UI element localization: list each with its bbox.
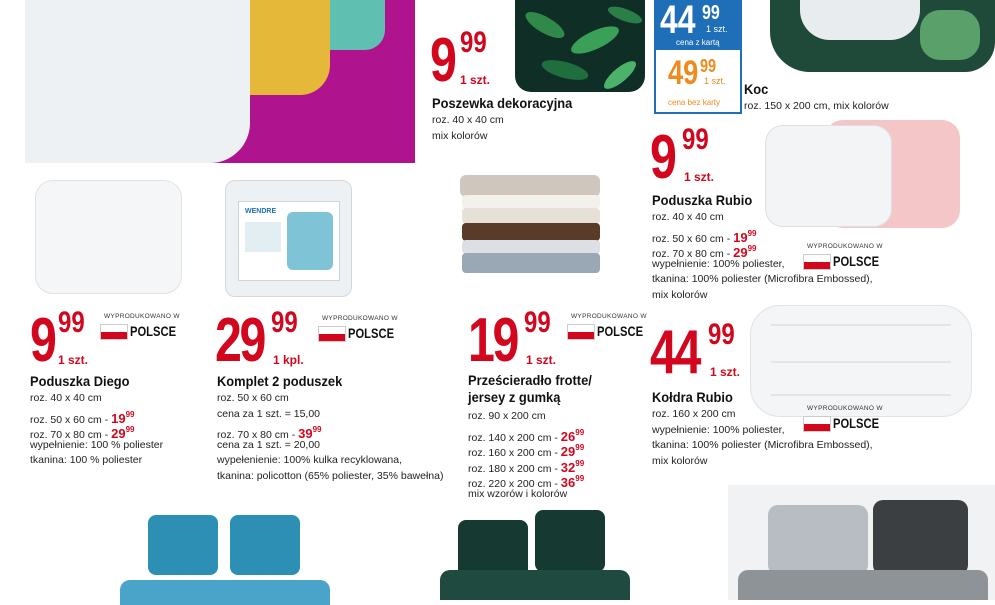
- koc-card-price-panel: 44 99 1 szt. cena z kartą: [656, 2, 740, 50]
- bedding-blue-leaves-image: [110, 505, 340, 600]
- koc-no-card-price: 49 99 1 szt. cena bez karty: [668, 54, 726, 107]
- koc-name: Koc: [744, 81, 769, 97]
- komplet-price: 29 99 1 kpl.: [215, 306, 304, 375]
- diego-pillow-image: [35, 180, 182, 294]
- koldra-image: [750, 305, 972, 417]
- rubio-specs: roz. 40 x 40 cm roz. 50 x 60 cm - $19^{99}$ roz. 70 x 80 cm - $29^{99}$ wypełnienie: 100% poliester, tkanina: 100% poliester (Microfibra Embossed), mix kolorów: [652, 211, 873, 301]
- przescieradlo-stack-image: [460, 175, 605, 290]
- komplet-name: Komplet 2 poduszek: [217, 373, 343, 389]
- przescieradlo-name: Prześcieradło frotte/ jersey z gumką: [468, 372, 592, 405]
- koc-image: [770, 0, 995, 72]
- poszewka-name: Poszewka dekoracyjna: [432, 95, 573, 111]
- tropical-leaf-pattern: [515, 0, 645, 92]
- komplet-specs: roz. 50 x 60 cm cena za 1 szt. = 15,00 roz. 70 x 80 cm - $39^{99}$ cena za 1 szt. = 20,00 wypełenienie: 100% kulka recyklowana, tkanina: policotton (65% poliester, 35% bawełna): [217, 392, 444, 482]
- made-in-poland-badge: WYPRODUKOWANO W POLSCE: [100, 313, 182, 343]
- pillow-white-image: [25, 0, 250, 163]
- made-in-poland-badge: WYPRODUKOWANO W POLSCE: [567, 313, 649, 343]
- przescieradlo-price: 19 99 1 szt.: [468, 306, 557, 375]
- koc-price-box: [654, 0, 742, 114]
- poszewka-image: [515, 0, 645, 92]
- przescieradlo-specs: roz. 90 x 200 cm roz. 140 x 200 cm - $26^{99}$ roz. 160 x 200 cm - $29^{99}$ roz. 180 x 200 cm - $32^{99}$ roz. 220 x 200 cm - $36^{99}$ mix wzorów i kolorów: [468, 410, 585, 500]
- bedding-grey-leaves-image: [728, 485, 995, 600]
- rubio-price: 9 99 1 szt.: [650, 123, 715, 192]
- diego-price: 9 99 1 szt.: [30, 306, 89, 375]
- made-in-poland-badge: WYPRODUKOWANO W POLSCE: [803, 243, 885, 273]
- diego-name: Poduszka Diego: [30, 373, 130, 389]
- poszewka-specs: roz. 40 x 40 cm mix kolorów: [432, 114, 504, 142]
- made-in-poland-badge: WYPRODUKOWANO W POLSCE: [318, 315, 400, 345]
- bedding-red-flowers-image: [440, 490, 630, 600]
- komplet-package-image: WENDRE: [225, 180, 352, 297]
- poszewka-price: 9 99 1 szt.: [430, 26, 491, 95]
- pillow-banner: [25, 0, 415, 163]
- koldra-price: 44 99 1 szt.: [650, 318, 741, 387]
- koc-specs: roz. 150 x 200 cm, mix kolorów: [744, 100, 889, 112]
- koldra-name: Kołdra Rubio: [652, 389, 733, 405]
- koldra-specs: roz. 160 x 200 cm wypełnienie: 100% poliester, tkanina: 100% poliester (Microfibra Embossed), mix kolorów: [652, 408, 873, 467]
- made-in-poland-badge: WYPRODUKOWANO W POLSCE: [803, 405, 885, 435]
- diego-specs: roz. 40 x 40 cm roz. 50 x 60 cm - $19^{99}$ roz. 70 x 80 cm - $29^{99}$ wypełnienie: 100 % poliester tkanina: 100 % poliester: [30, 392, 164, 466]
- rubio-name: Poduszka Rubio: [652, 192, 753, 208]
